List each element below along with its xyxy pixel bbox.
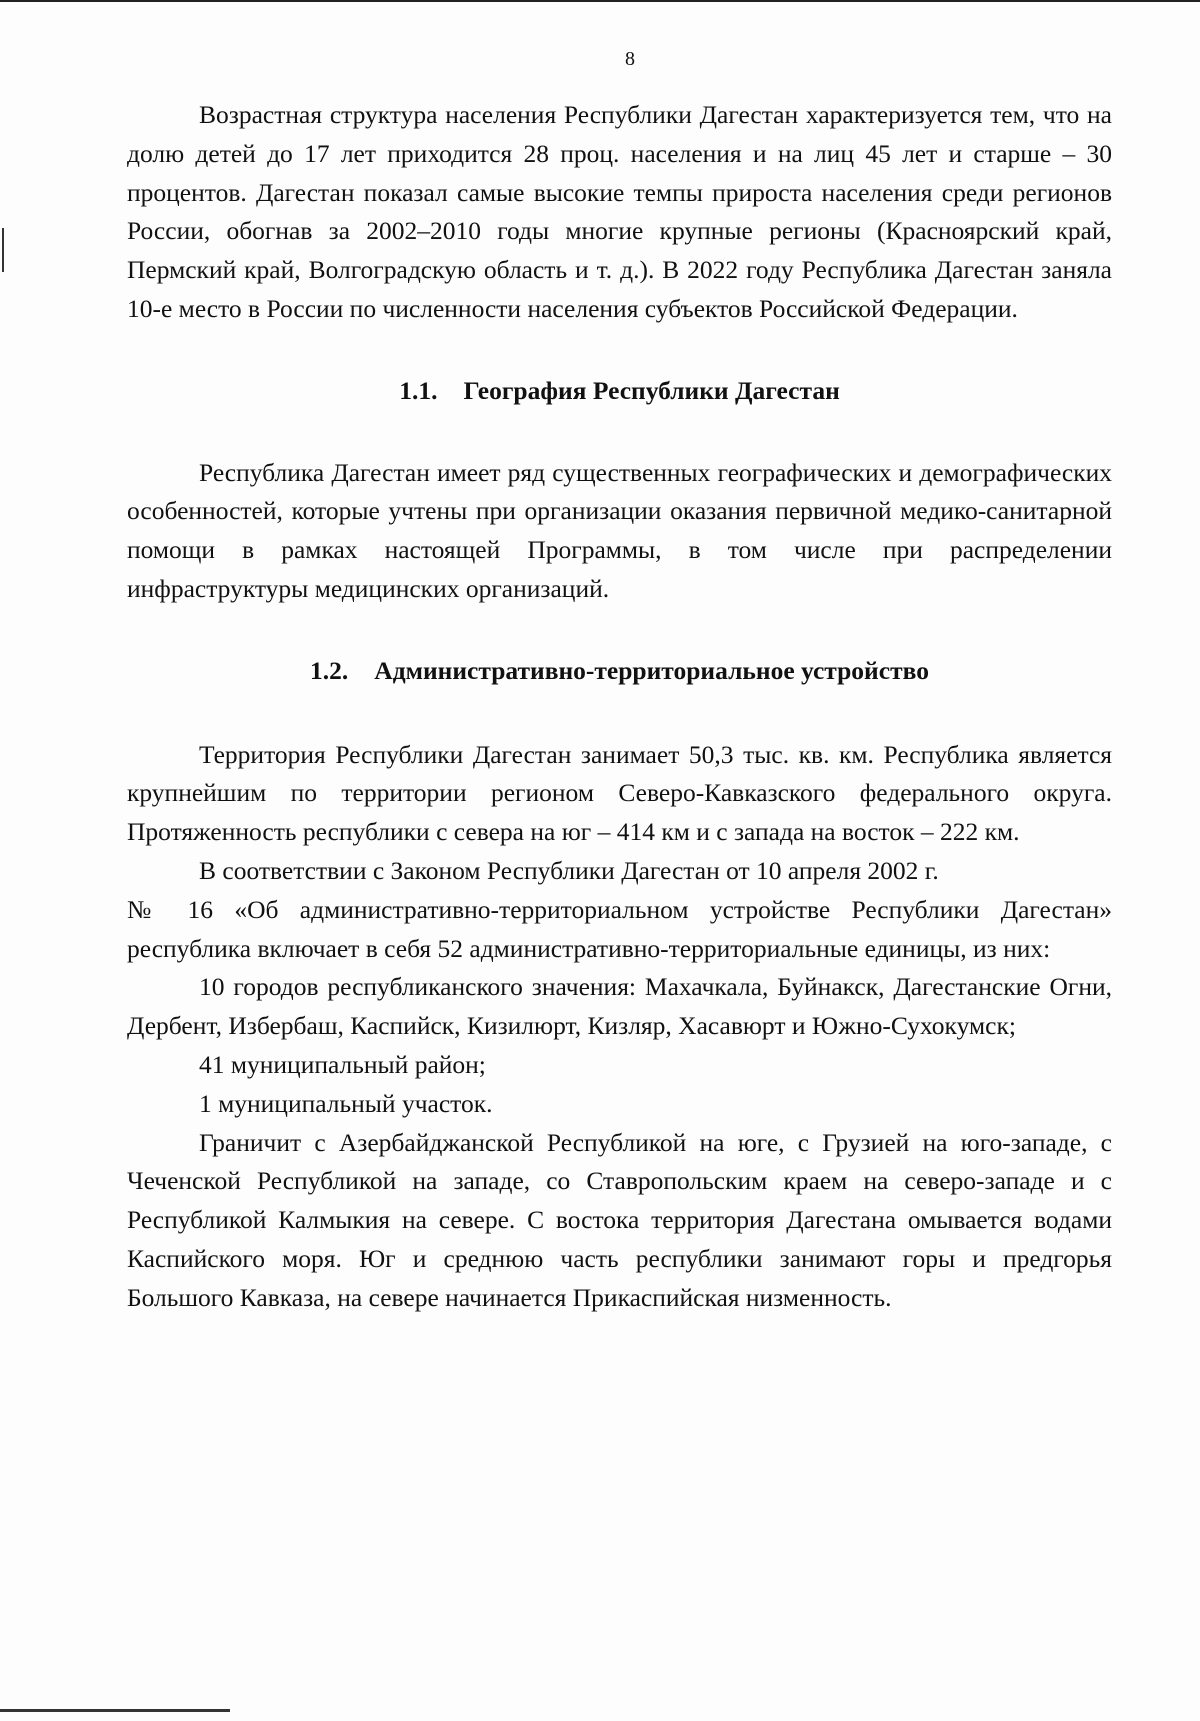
municipal-area-paragraph: 1 муниципальный участок. [199, 1088, 493, 1118]
section-title: География Республики Дагестан [463, 375, 840, 405]
territory-paragraph: Территория Республики Дагестан занимает 50,3 тыс. кв. км. Республика является крупнейшим по территории регионом Северо-Кавказского федерального округа. Протяженность республики с севера на юг – 414 км и с запада на восток – 222 км. [127, 739, 1112, 847]
section-number: 1.2. [310, 655, 349, 685]
section-title: Административно-территориальное устройство [374, 655, 929, 685]
districts-paragraph: 41 муниципальный район; [199, 1049, 486, 1079]
cities-paragraph: 10 городов республиканского значения: Махачкала, Буйнакск, Дагестанские Огни, Дербент, Избербаш, Каспийск, Кизилюрт, Кизляр, Хасавюрт и Южно-Сухокумск; [127, 972, 1112, 1041]
document-body [127, 96, 1112, 1318]
page-number: 8 [625, 48, 635, 70]
section-heading-administrative [127, 652, 1112, 691]
borders-paragraph: Граничит с Азербайджанской Республикой на юге, с Грузией на юго-западе, с Чеченской Республикой на западе, со Ставропольским краем на северо-западе и с Республикой Калмыкия на севере. С востока территория Дагестана омывается водами Каспийского моря. Юг и среднюю часть республики занимают горы и предгорья Большого Кавказа, на севере начинается Прикаспийская низменность. [127, 1127, 1112, 1312]
law-paragraph-line: В соответствии с Законом Республики Дагестан от 10 апреля 2002 г. [199, 855, 939, 885]
section-heading-geography [127, 372, 1112, 411]
intro-paragraph: Возрастная структура населения Республики Дагестан характеризуется тем, что на долю детей до 17 лет приходится 28 проц. населения и на лиц 45 лет и старше – 30 процентов. Дагестан показал самые высокие темпы прироста населения среди регионов России, обогнав за 2002–2010 годы многие крупные регионы (Красноярский край, Пермский край, Волгоградскую область и т. д.). В 2022 году Республика Дагестан заняла 10-е место в России по численности населения субъектов Российской Федерации. [127, 100, 1112, 323]
scan-bottom-edge-line [0, 1709, 230, 1712]
geography-paragraph: Республика Дагестан имеет ряд существенных географических и демографических особенностей, которые учтены при организации оказания первичной медико-санитарной помощи в рамках настоящей Программы, в том числе при распределении инфраструктуры медицинских организаций. [127, 457, 1112, 603]
scan-left-margin-mark [2, 228, 4, 272]
scan-top-edge-line [0, 0, 1200, 2]
section-number: 1.1. [399, 375, 438, 405]
law-paragraph: № 16 «Об административно-территориальном устройстве Республики Дагестан» республика включает в себя 52 административно-территориальные единицы, из них: [127, 894, 1112, 963]
